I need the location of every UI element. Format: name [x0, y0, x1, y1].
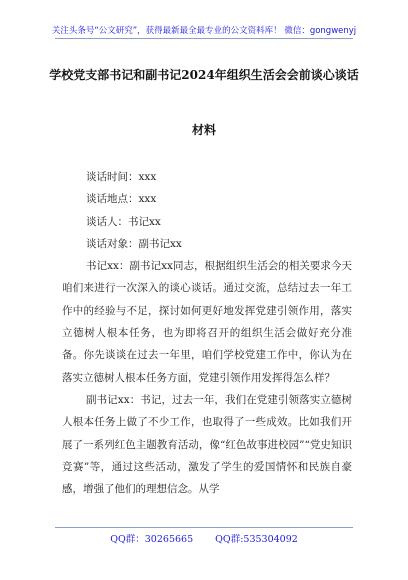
- footer-qq-group-1: QQ群：30265665: [110, 534, 194, 545]
- header-divider: [55, 38, 353, 39]
- footer-qq-group-2: QQ群:535304092: [215, 534, 298, 545]
- footer-divider: [55, 527, 353, 528]
- paragraph-secretary: 书记xx：副书记xx同志，根据组织生活会的相关要求今天咱们来进行一次深入的谈心谈话。通过交流，总结过去一年工作中的经验与不足，探讨如何更好地发挥党建引领作用，落实立德树人根本任务，也为即将召开的组织生活会做好充分准备。你先谈谈在过去一年里，咱们学校党建工作中，你认为在落实立德树人根本任务方面，党建引领作用发挥得怎么样？: [62, 260, 352, 384]
- talk-recipient: 谈话对象：副书记xx: [86, 237, 182, 250]
- footer: [0, 531, 408, 545]
- paragraph-deputy-secretary: 副书记xx：书记，过去一年，我们在党建引领落实立德树人根本任务上做了不少工作，也取得了一些成效。比如我们开展了一系列红色主题教育活动，像“红色故事进校园”“党史知识竞赛”等，通过这些活动，激发了学生的爱国情怀和民族自豪感，增强了他们的理想信念。从学: [62, 393, 352, 496]
- document-body: [62, 166, 352, 500]
- talk-time: 谈话时间：xxx: [86, 171, 157, 183]
- talk-speaker: 谈话人：书记xx: [86, 215, 161, 228]
- header-banner: 关注头条号“公文研究”，获得最新最全最专业的公文资料库！ 微信：gongwenyj: [51, 26, 357, 36]
- talk-location: 谈话地点：xxx: [86, 193, 157, 206]
- document-title-line-1: 学校党支部书记和副书记2024年组织生活会会前谈心谈话: [49, 68, 359, 82]
- document-title-line-2: 材料: [191, 123, 216, 137]
